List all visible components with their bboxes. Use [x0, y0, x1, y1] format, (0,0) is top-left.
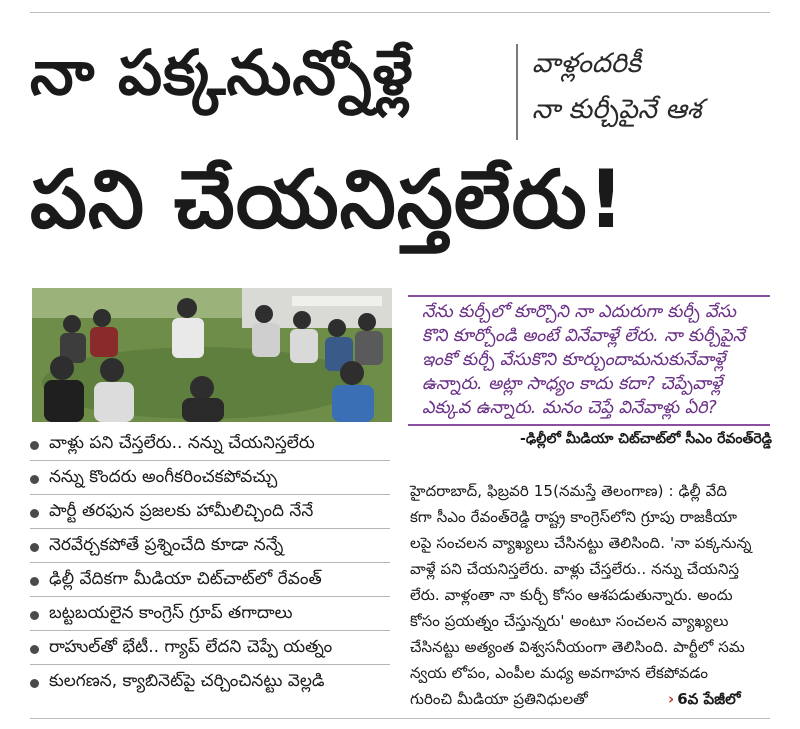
- bullet-dot-icon: [30, 475, 39, 484]
- bullet-item: [30, 498, 390, 529]
- article-line: కగా సీఎం రేవంత్‌రెడ్డి రాష్ట్ర కాంగ్రెస్‌లోని గ్రూపు రాజకీయా: [410, 508, 738, 526]
- bullet-text: నన్ను కొందరు అంగీకరించకపోవచ్చు: [49, 467, 278, 487]
- meeting-photo-illustration: [32, 288, 392, 422]
- bullet-text: బట్టబయలైన కాంగ్రెస్ గ్రూప్ తగాదాలు: [49, 603, 293, 623]
- quote-line: కొని కూర్చోండి అంటే వినేవాళ్లే లేరు. నా కుర్చీపైనే: [422, 326, 746, 346]
- bullet-dot-icon: [30, 509, 39, 518]
- article-line: హైదరాబాద్, ఫిబ్రవరి 15(నమస్తే తెలంగాణ) : ఢిల్లీ వేది: [410, 482, 728, 500]
- bullet-dot-icon: [30, 577, 39, 586]
- bullet-item: [30, 600, 390, 631]
- bullet-dot-icon: [30, 441, 39, 450]
- headline-line-1: నా పక్కనున్నోళ్లే: [30, 36, 414, 109]
- top-rule: [30, 12, 770, 13]
- bullet-text: పార్టీ తరఫున ప్రజలకు హామీలిచ్చింది నేనే: [49, 501, 314, 521]
- bullet-text: రాహుల్‌తో భేటీ.. గ్యాప్ లేదని చెప్పే యత్నం: [49, 637, 333, 657]
- article-line: లపై సంచలన వ్యాఖ్యలు చేసినట్టు తెలిసింది. 'నా పక్కనున్న: [410, 534, 752, 552]
- bullet-item: [30, 566, 390, 597]
- headline-line-2: పని చేయనిస్తలేరు!: [30, 153, 626, 246]
- bullet-dot-icon: [30, 611, 39, 620]
- quote-credit: -ఢిల్లీలో మీడియా చిట్‌చాట్‌లో సీఎం రేవంత్‌రెడ్డి: [520, 431, 772, 447]
- quote-line: ఉన్నారు. అట్లా సాధ్యం కాదు కదా? చెప్పేవాళ్లే: [422, 374, 723, 394]
- bullet-text: ఢిల్లీ వేదికగా మీడియా చిట్‌చాట్‌లో రేవంత్: [49, 569, 322, 589]
- meeting-photo: [32, 288, 392, 422]
- quote-line: నేను కుర్చీలో కూర్చొని నా ఎదురుగా కుర్చీ వేసు: [422, 302, 736, 322]
- article-line: వాళ్లే పని చేయనిస్తలేరు. వాళ్లు చేస్తలేరు.. నన్ను చేయనిస్త: [410, 560, 740, 578]
- bullet-item: [30, 668, 390, 698]
- bullet-item: [30, 464, 390, 495]
- bottom-rule: [30, 718, 770, 719]
- bullet-item: [30, 532, 390, 563]
- article-line: చేసినట్టు అత్యంత విశ్వసనీయంగా తెలిసింది. పార్టీలో సమ: [410, 638, 745, 656]
- bullet-dot-icon: [30, 645, 39, 654]
- article-line: గురించి మీడియా ప్రతినిధులతో: [410, 690, 588, 708]
- kicker-divider: [516, 44, 518, 140]
- article-line: కోసం ప్రయత్నం చేస్తున్నరు' అంటూ సంచలన వ్యాఖ్యలు: [410, 612, 729, 630]
- bullet-item: [30, 430, 390, 461]
- bullet-dot-icon: [30, 543, 39, 552]
- bullet-text: కులగణన, క్యాబినెట్‌పై చర్చించినట్టు వెల్లడి: [49, 671, 325, 691]
- bullet-item: [30, 634, 390, 665]
- chevron-right-icon: ›: [668, 690, 675, 708]
- kicker-line-2: నా కుర్చీపైనే ఆశ: [532, 94, 702, 125]
- kicker-line-1: వాళ్లందరికీ: [532, 48, 641, 79]
- bullet-dot-icon: [30, 679, 39, 688]
- bullet-text: నెరవేర్చకపోతే ప్రశ్నించేది కూడా నన్నే: [49, 535, 284, 555]
- article-line: న్వయ లోపం, ఎంపీల మధ్య అవగాహన లేకపోవడం: [410, 664, 709, 682]
- quote-line: ఇంకో కుర్చీ వేసుకొని కూర్చుందామనుకునేవాళ్లే: [422, 350, 726, 370]
- continued-link[interactable]: [668, 690, 741, 712]
- continued-label: 6వ పేజీలో: [677, 690, 741, 708]
- article-line: లేరు. వాళ్లంతా నా కుర్చీ కోసం ఆశపడుతున్నారు. అందు: [410, 586, 733, 604]
- bullet-text: వాళ్లు పని చేస్తలేరు.. నన్ను చేయనిస్తలేరు: [49, 433, 315, 453]
- quote-line: ఎక్కువ ఉన్నారు. మనం చెప్తే వినేవాళ్లు ఏరి?: [422, 398, 717, 418]
